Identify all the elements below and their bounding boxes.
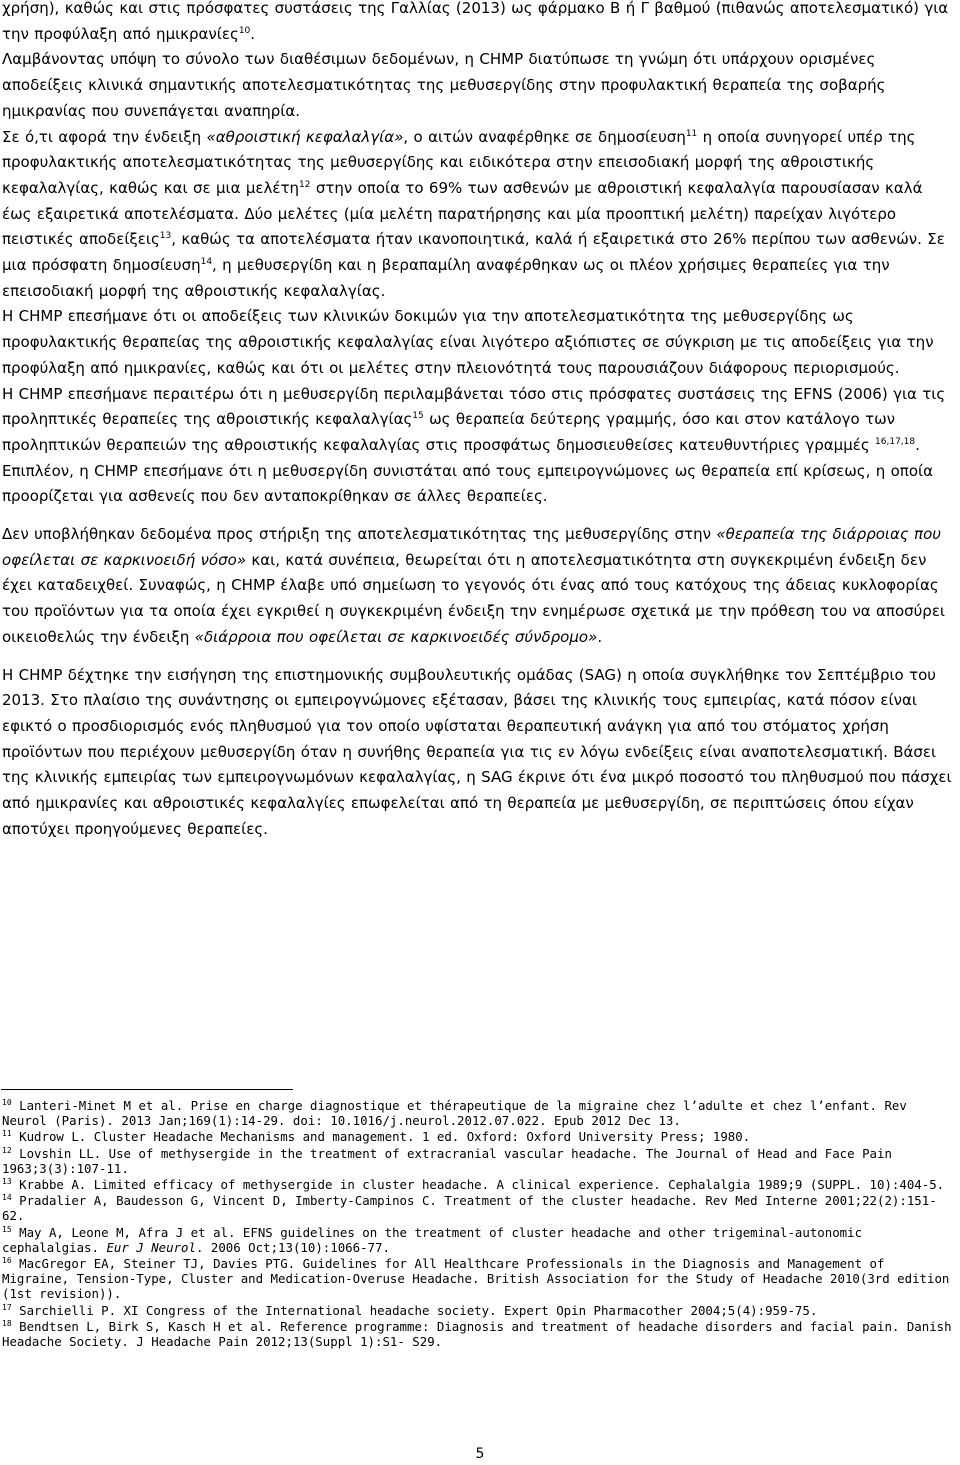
paragraph-text: Δεν υποβλήθηκαν δεδομένα προς στήριξη της αποτελεσματικότητας της μεθυσεργίδης στην [2, 525, 717, 544]
italic-term: «θεραπεία της διάρροιας που οφείλεται σε καρκινοειδή νόσο» [2, 525, 941, 569]
footnote-number: 10 [2, 1097, 12, 1107]
footnote-text: MacGregor EA, Steiner TJ, Davies PTG. Guidelines for All Healthcare Professionals in the Diagnosis and Management of Migraine, Tension-Type, Cluster and Medication-Overuse Headache. British Association for the Study of Headache 2010(3rd edition (1st revision)). [2, 1256, 950, 1302]
footnote-12 [2, 1146, 957, 1176]
paragraph-text: η οποία συνηγορεί υπέρ της προφυλακτικής αποτελεσματικότητας της μεθυσεργίδης και ειδικότερα στην επεισοδιακή μορφή της αθροιστικής κεφαλαλγίας, καθώς και σε μια μελέτη [2, 127, 916, 197]
footnote-separator [1, 1089, 293, 1090]
footnote-16 [2, 1256, 957, 1302]
footnote-journal: Eur J Neurol [106, 1239, 196, 1255]
footnote-15 [2, 1225, 957, 1255]
footnote-text: Bendtsen L, Birk S, Kasch H et al. Reference programme: Diagnosis and treatment of headache disorders and facial pain. Danish Headache Society. J Headache Pain 2012;13(Suppl 1):S1- S29. [2, 1318, 952, 1350]
footnote-14 [2, 1193, 957, 1223]
paragraph-5 [0, 382, 960, 511]
footnote-18 [2, 1319, 957, 1349]
footnote-text: May A, Leone M, Afra J et al. EFNS guidelines on the treatment of cluster headache and other trigeminal-autonomic cephalalgias. [2, 1224, 863, 1255]
footnote-ref: 14 [200, 257, 213, 268]
paragraph-4: Η CHMP επεσήμανε ότι οι αποδείξεις των κλινικών δοκιμών για την αποτελεσματικότητα της μεθυσεργίδης ως προφυλακτικής θεραπείας της αθροιστικής κεφαλαλγίας είναι λιγότερο αξιόπιστες σε σύγκριση με τις αποδείξεις για την προφύλαξη από ημικρανίες, καθώς και ότι οι μελέτες στην πλειονότητά τους παρουσιάζουν διάφορους περιορισμούς. [2, 307, 934, 377]
footnote-text: Kudrow L. Cluster Headache Mechanisms and management. 1 ed. Oxford: Oxford University Press; 1980. [19, 1129, 751, 1145]
paragraph-spacer [0, 510, 960, 522]
paragraph-text: . Επιπλέον, η CHMP επεσήμανε ότι η μεθυσεργίδη συνιστάται από τους εμπειρογνώμονες ως θεραπεία επί κρίσεως, η οποία προορίζεται για ασθενείς που δεν ανταποκρίθηκαν σε άλλες θεραπείες. [2, 435, 933, 506]
footnote-ref: 10 [238, 25, 251, 36]
italic-term: «αθροιστική κεφαλαλγία» [206, 127, 404, 146]
paragraph-text: . [597, 627, 603, 646]
footnote-number: 14 [2, 1193, 12, 1203]
page-number: 5 [475, 1446, 485, 1462]
footnote-ref: 16,17,18 [875, 436, 916, 447]
footnote-number: 18 [2, 1318, 12, 1328]
footnote-text: Pradalier A, Baudesson G, Vincent D, Imberty-Campinos C. Treatment of the cluster headache. Rev Med Interne 2001;22(2):151-62. [2, 1193, 937, 1224]
footnote-number: 16 [2, 1255, 12, 1265]
footnote-number: 11 [2, 1129, 12, 1139]
paragraph-6 [0, 522, 960, 651]
footnote-ref: 15 [412, 411, 424, 422]
footnote-ref: 12 [299, 179, 311, 190]
paragraph-text: Σε ό,τι αφορά την ένδειξη [2, 127, 207, 146]
paragraph-text: ως θεραπεία δεύτερης γραμμής, όσο και στον κατάλογο των προληπτικών θεραπειών της αθροιστικής κεφαλαλγίας στις προσφάτως δημοσιευθείσες κατευθυντήριες γραμμές [2, 410, 896, 454]
footnote-ref: 11 [685, 128, 698, 139]
paragraph-2: Λαμβάνοντας υπόψη το σύνολο των διαθέσιμων δεδομένων, η CHMP διατύπωσε τη γνώμη ότι υπάρχουν ορισμένες αποδείξεις κλινικά σημαντικής αποτελεσματικότητας της μεθυσεργίδης στην προφυλακτική θεραπεία της σοβαρής ημικρανίας που συνεπάγεται αναπηρία. [2, 50, 886, 120]
footnote-13 [2, 1177, 957, 1192]
footnote-number: 13 [2, 1176, 12, 1186]
paragraph-spacer [0, 651, 960, 663]
footnote-text: Sarchielli P. XI Congress of the International headache society. Expert Opin Pharmacother 2004;5(4):959-75. [19, 1302, 818, 1318]
paragraph-text: , ο αιτών αναφέρθηκε σε δημοσίευση [403, 127, 686, 146]
paragraph-3 [0, 125, 960, 305]
footnote-10 [2, 1098, 957, 1128]
paragraph-text: στην οποία το 69% των ασθενών με αθροιστική κεφαλαλγία παρουσίασαν καλά έως εξαιρετικά αποτελέσματα. Δύο μελέτες (μία μελέτη παρατήρησης και μία προοπτική μελέτη) παρείχαν λιγότερο πειστικές αποδείξεις [2, 178, 923, 249]
paragraph-text: , καθώς τα αποτελέσματα ήταν ικανοποιητικά, καλά ή εξαιρετικά στο 26% περίπου των ασθενών. Σε μια πρόσφατη δημοσίευση [2, 230, 945, 275]
footnote-number: 12 [2, 1145, 12, 1155]
footnote-11 [2, 1129, 957, 1144]
paragraph-text: και, κατά συνέπεια, θεωρείται ότι η αποτελεσματικότητα στη συγκεκριμένη ένδειξη δεν έχει καταδειχθεί. Συναφώς, η CHMP έλαβε υπό σημείωση το γεγονός ότι ένας από τους κατόχους της άδειας κυκλοφορίας του προϊόντων για τα οποία έχει εγκριθεί η συγκεκριμένη ένδειξη την ενημέρωσε σχετικά με την πρόθεση του να αποσύρει οικειοθελώς την ένδειξη [2, 550, 946, 646]
footnote-ref: 13 [159, 231, 172, 242]
footnote-text: Lanteri-Minet M et al. Prise en charge diagnostique et thérapeutique de la migraine chez l’adulte et chez l’enfant. Rev Neurol (Paris). 2013 Jan;169(1):14-29. doi: 10.1016/j.neurol.2012.07.022. Epub 2012 Dec 13. [2, 1098, 907, 1129]
paragraph-1 [0, 0, 960, 47]
footnote-text: . 2006 Oct;13(10):1066-77. [195, 1239, 390, 1255]
paragraph-text: , η μεθυσεργίδη και η βεραπαμίλη αναφέρθηκαν ως οι πλέον χρήσιμες θεραπείες για την επεισοδιακή μορφή της αθροιστικής κεφαλαλγίας. [2, 256, 890, 300]
footnote-text: Lovshin LL. Use of methysergide in the treatment of extracranial vascular headache. The Journal of Head and Face Pain 1963;3(3):107-11. [2, 1145, 892, 1176]
footnotes [2, 1098, 957, 1350]
footnote-17 [2, 1303, 957, 1318]
paragraph-text: χρήση), καθώς και στις πρόσφατες συστάσεις της Γαλλίας (2013) ως φάρμακο Β ή Γ βαθμού (πιθανώς αποτελεσματικό) για την προφύλαξη από ημικρανίες [2, 0, 949, 43]
paragraph-text: . [250, 24, 256, 43]
paragraph-7: Η CHMP δέχτηκε την εισήγηση της επιστημονικής συμβουλευτικής ομάδας (SAG) η οποία συγκλήθηκε τον Σεπτέμβριο του 2013. Στο πλαίσιο της συνάντησης οι εμπειρογνώμονες εξέτασαν, βάσει της κλινικής τους εμπειρίας, κατά πόσον είναι εφικτό ο προσδιορισμός ενός πληθυσμού για τον οποίο υφίσταται θεραπευτική ανάγκη για από του στόματος χρήση προϊόντων που περιέχουν μεθυσεργίδη όταν η συνήθης θεραπεία για τις εν λόγω ενδείξεις είναι αναποτελεσματική. Βάσει της κλινικής εμπειρίας των εμπειρογνωμόνων κεφαλαλγίας, η SAG έκρινε ότι ένα μικρό ποσοστό του πληθυσμού που πάσχει από ημικρανίες και αθροιστικές κεφαλαλγίες επωφελείται από τη θεραπεία με μεθυσεργίδη, σε περιπτώσεις όπου είχαν αποτύχει προηγούμενες θεραπείες. [2, 665, 952, 838]
paragraph-text: Η CHMP επεσήμανε περαιτέρω ότι η μεθυσεργίδη περιλαμβάνεται τόσο στις πρόσφατες συστάσεις της EFNS (2006) για τις προληπτικές θεραπείες της αθροιστικής κεφαλαλγίας [2, 384, 946, 429]
footnote-number: 15 [2, 1224, 12, 1234]
footnote-text: Krabbe A. Limited efficacy of methysergide in cluster headache. A clinical experience. Cephalalgia 1989;9 (SUPPL. 10):404-5. [19, 1177, 945, 1193]
italic-term: «διάρροια που οφείλεται σε καρκινοειδές σύνδρομο» [194, 627, 598, 646]
footnote-number: 17 [2, 1302, 12, 1312]
